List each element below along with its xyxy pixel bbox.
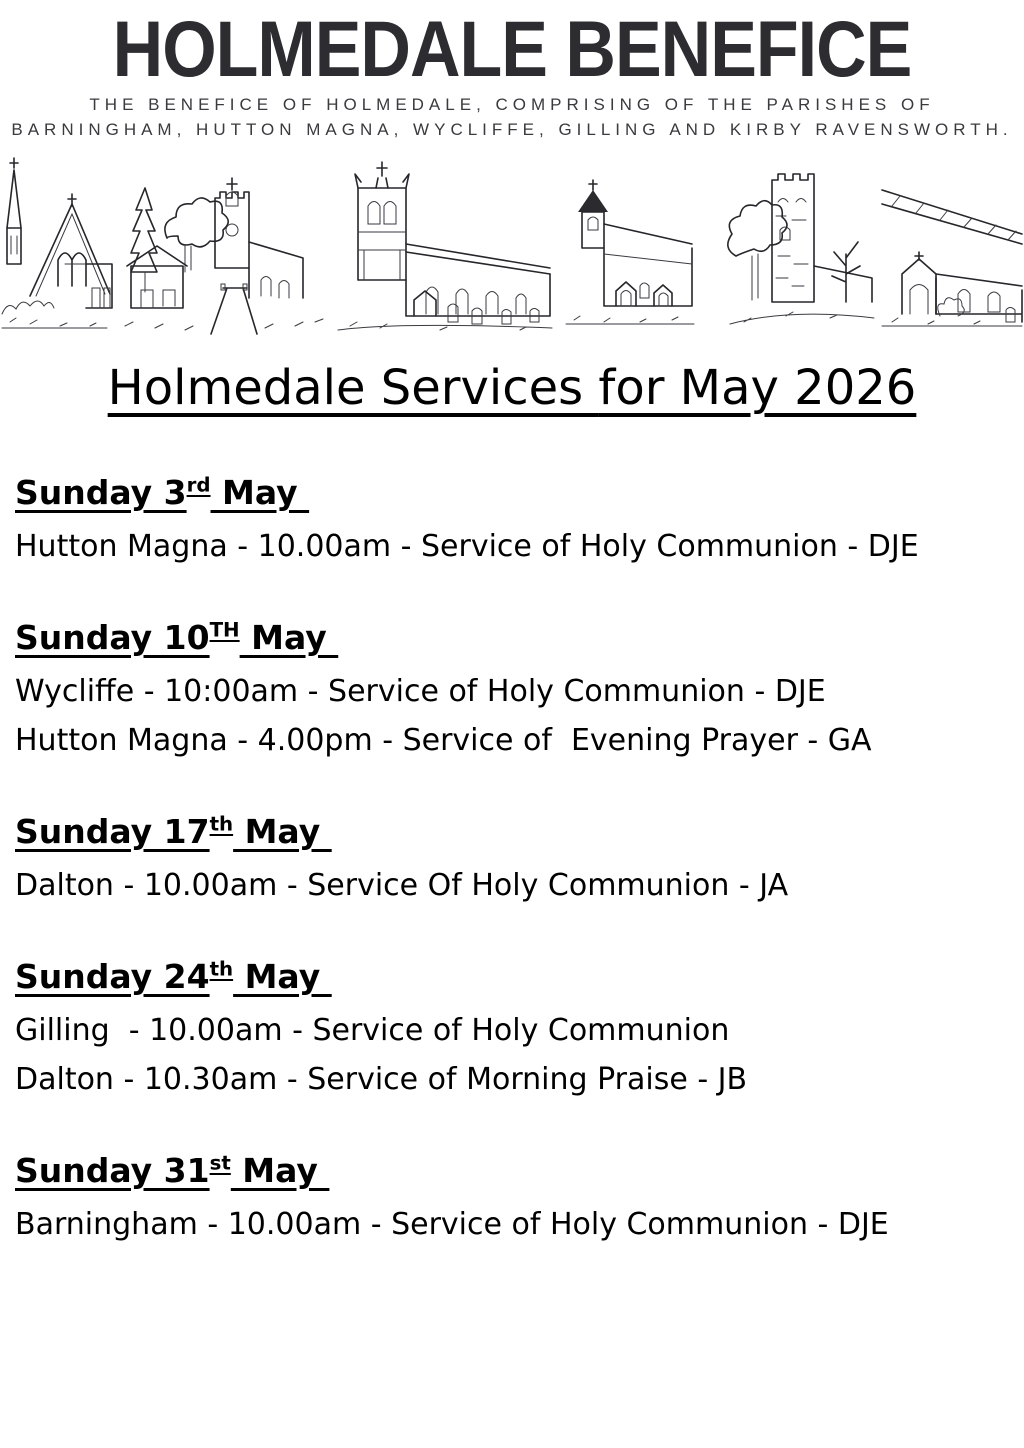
service-line: Gilling - 10.00am - Service of Holy Communion [15,1013,730,1048]
service-section-sunday-3 [15,472,1009,571]
section-heading [15,617,1009,659]
section-heading [15,811,1009,853]
page-title-part2: for May 2026 [598,360,917,416]
heading-day: Sunday 24 [15,957,210,996]
service-section-sunday-31 [15,1150,1009,1249]
service-section-sunday-24 [15,956,1009,1104]
heading-month: May [210,473,310,512]
subtitle-line-1: THE BENEFICE OF HOLMEDALE, COMPRISING OF THE PARISHES OF [89,95,935,114]
service-section-sunday-10 [15,617,1009,765]
service-line: Dalton - 10.00am - Service Of Holy Communion - JA [15,868,789,903]
service-line: Hutton Magna - 4.00pm - Service of Evening Prayer - GA [15,723,872,758]
heading-month: May [233,812,332,851]
pinnacle-tower-church-sketch-icon [330,146,560,336]
heading-day: Sunday 17 [15,812,210,851]
benefice-title: HOLMEDALE BENEFICE [112,5,912,93]
heading-ordinal: th [209,957,234,981]
spire-church-sketch-icon [0,146,115,336]
services-list [0,472,1024,1249]
heading-month: May [230,1151,330,1190]
service-line: Hutton Magna - 10.00am - Service of Holy Communion - DJE [15,529,919,564]
header [0,0,1024,142]
heading-month: May [239,618,339,657]
subtitle-line-2: BARNINGHAM, HUTTON MAGNA, WYCLIFFE, GILLING AND KIRBY RAVENSWORTH. [11,120,1013,139]
bellcote-church-sketch-icon [560,146,700,336]
page-title-part1: Holmedale Services [107,360,599,416]
section-heading [15,956,1009,998]
section-heading [15,472,1009,514]
benefice-subtitle [0,92,1024,142]
section-heading [15,1150,1009,1192]
service-line: Wycliffe - 10:00am - Service of Holy Communion - DJE [15,674,826,709]
service-line: Barningham - 10.00am - Service of Holy Communion - DJE [15,1207,889,1242]
service-line: Dalton - 10.30am - Service of Morning Praise - JB [15,1062,748,1097]
service-section-sunday-17 [15,811,1009,910]
page-title [108,360,917,416]
church-sketch-banner [0,146,1024,336]
heading-day: Sunday 31 [15,1151,210,1190]
heading-day: Sunday 10 [15,618,210,657]
nave-porch-church-sketch-icon [880,146,1024,336]
village-tower-church-sketch-icon [115,146,330,336]
heading-ordinal: th [209,812,234,836]
heading-month: May [233,957,332,996]
heading-ordinal: TH [209,618,240,642]
heading-ordinal: st [209,1151,231,1175]
heading-ordinal: rd [186,473,211,497]
page-title-wrap [0,358,1024,418]
heading-day: Sunday 3 [15,473,187,512]
ivy-tower-trees-sketch-icon [700,146,880,336]
